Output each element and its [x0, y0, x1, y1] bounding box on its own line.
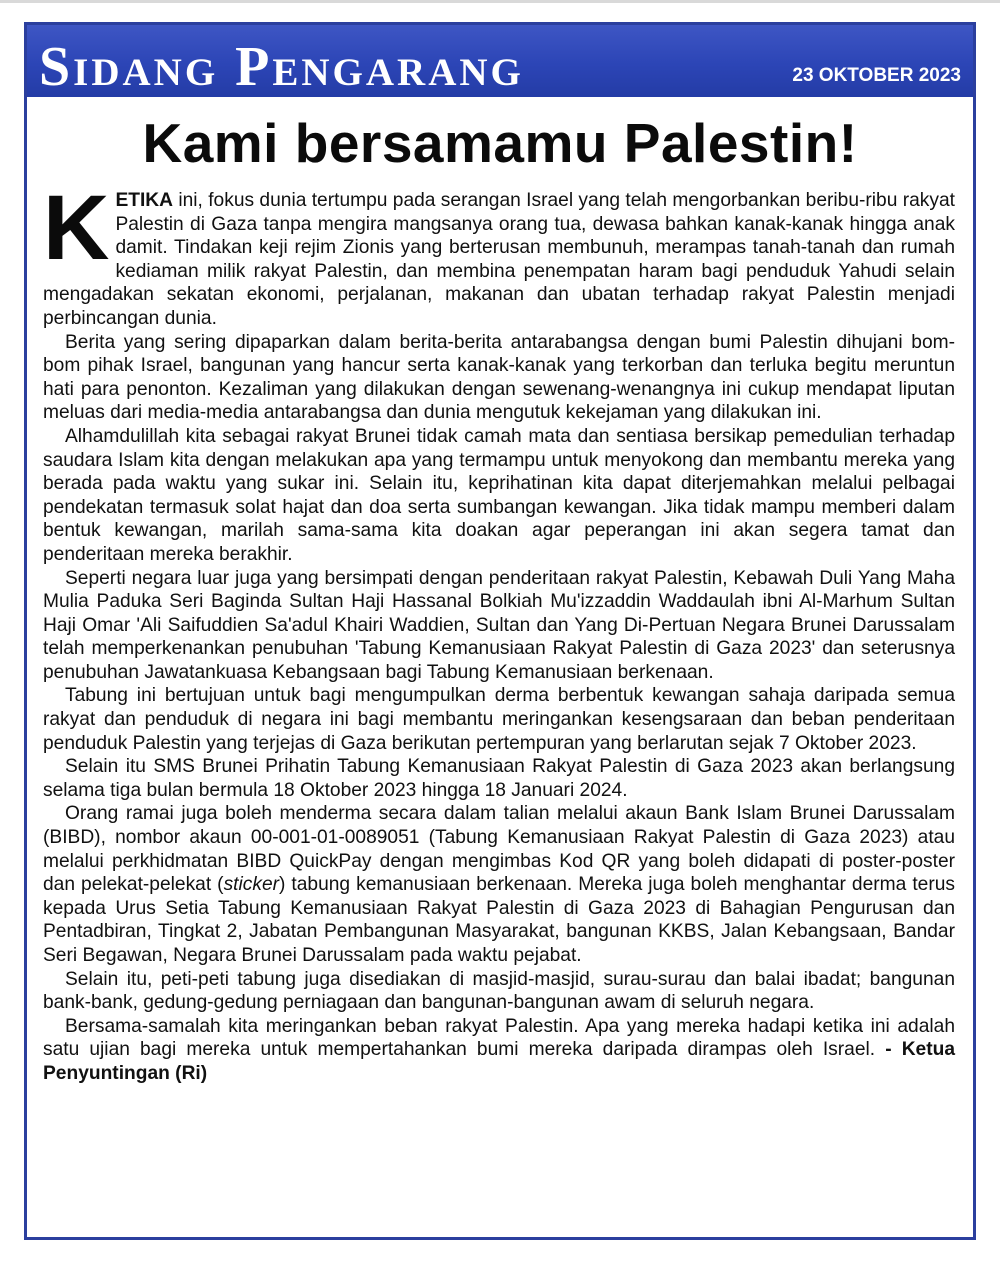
paragraph-9: [43, 1015, 955, 1086]
paragraph-9-text: Bersama-samalah kita meringankan beban rakyat Palestin. Apa yang mereka hadapi ketika ini adalah satu ujian bagi mereka untuk mempertahankan bumi mereka daripada dirampas oleh Israel.: [43, 1015, 955, 1061]
paragraph-5: Tabung ini bertujuan untuk bagi mengumpulkan derma berbentuk kewangan sahaja daripada semua rakyat dan penduduk di negara ini bagi membantu meringankan kesengsaraan dan beban penderitaan penduduk Palestin yang terjejas di Gaza berikutan pertempuran yang berlarutan sejak 7 Oktober 2023.: [43, 685, 955, 754]
paragraph-1: [43, 177, 955, 331]
section-title: Sidang Pengarang: [39, 36, 524, 97]
paragraph-6: Selain itu SMS Brunei Prihatin Tabung Kemanusiaan Rakyat Palestin di Gaza 2023 akan berlangsung selama tiga bulan bermula 18 Oktober 2023 hingga 18 Januari 2024.: [43, 756, 955, 801]
article-body: [43, 177, 956, 1086]
paragraph-7: [43, 802, 955, 967]
paragraph-7-part-a: Orang ramai juga boleh menderma secara dalam talian melalui akaun Bank Islam Brunei Darussalam (BIBD), nombor akaun 00-001-01-0089051 (Tabung Kemanusiaan Rakyat Palestin di Gaza 2023) atau melalui perkhidmatan BIBD QuickPay dengan mengimbas Kod QR yang boleh didapati di poster-poster dan pelekat-pelekat (: [43, 803, 955, 896]
paragraph-2: Berita yang sering dipaparkan dalam berita-berita antarabangsa dengan bumi Palestin dihujani bom-bom pihak Israel, bangunan yang hancur serta kanak-kanak yang terkorban dan terluka begitu meruntun hati para penonton. Kezaliman yang dilakukan dengan sewenang-wenangnya ini cukup mendapat liputan meluas dari media-media antarabangsa dan dunia mengutuk kekejaman yang dilakukan ini.: [43, 331, 955, 424]
drop-cap: K: [43, 177, 110, 279]
lead-word: ETIKA: [115, 190, 174, 211]
publication-date: 23 OKTOBER 2023: [792, 65, 961, 86]
article-headline: Kami bersamamu Palestin!: [142, 112, 858, 174]
editor-signature: - Ketua Penyuntingan (Ri): [43, 1039, 956, 1084]
paragraph-4: Seperti negara luar juga yang bersimpati dengan penderitaan rakyat Palestin, Kebawah Duli Yang Maha Mulia Paduka Seri Baginda Sultan Haji Hassanal Bolkiah Mu'izzaddin Waddaulah ibni Al-Marhum Sultan Haji Omar 'Ali Saifuddien Sa'adul Khairi Waddien, Sultan dan Yang Di-Pertuan Negara Brunei Darussalam telah memperkenankan penubuhan 'Tabung Kemanusiaan Rakyat Palestin di Gaza 2023' dan seterusnya penubuhan Jawatankuasa Kebangsaan bagi Tabung Kemanusiaan berkenaan.: [43, 567, 955, 683]
paragraph-7-part-b: ) tabung kemanusiaan berkenaan. Mereka juga boleh menghantar derma terus kepada Urus Setia Tabung Kemanusiaan Rakyat Palestin di Gaza 2023 di Bahagian Pengurusan dan Pentadbiran, Tingkat 2, Jabatan Pembangunan Masyarakat, bangunan KKBS, Jalan Kebangsaan, Bandar Seri Begawan, Negara Brunei Darussalam pada waktu pejabat.: [43, 874, 955, 966]
paragraph-1-text: ini, fokus dunia tertumpu pada serangan Israel yang telah mengorbankan beribu-ribu rakyat Palestin di Gaza tanpa mengira mangsanya orang tua, dewasa bahkan kanak-kanak hingga anak damit. Tindakan keji rejim Zionis yang berterusan membunuh, merampas tanah-tanah dan rumah kediaman milik rakyat Palestin, dan membina penempatan haram bagi penduduk Yahudi selain mengadakan sekatan ekonomi, perjalanan, makanan dan ubatan terhadap rakyat Palestin menjadi perbincangan dunia.: [43, 190, 955, 329]
top-divider: [0, 0, 1000, 3]
paragraph-8: Selain itu, peti-peti tabung juga disediakan di masjid-masjid, surau-surau dan balai ibadat; bangunan bank-bank, gedung-gedung perniagaan dan bangunan-bangunan awam di seluruh negara.: [43, 968, 955, 1014]
section-banner: [27, 25, 973, 97]
editorial-frame: [24, 22, 976, 1240]
paragraph-3: Alhamdulillah kita sebagai rakyat Brunei tidak camah mata dan sentiasa bersikap pemedulian terhadap saudara Islam kita dengan melakukan apa yang termampu untuk menyokong dan membantu mereka yang berada pada waktu yang sukar ini. Selain itu, keprihatinan kita dapat diterjemahkan melalui pelbagai pendekatan termasuk solat hajat dan doa serta sumbangan kewangan. Jika tidak mampu memberi dalam bentuk kewangan, marilah sama-sama kita doakan agar peperangan ini akan segera tamat dan penderitaan mereka berakhir.: [43, 425, 955, 565]
sticker-term: sticker: [223, 874, 279, 896]
